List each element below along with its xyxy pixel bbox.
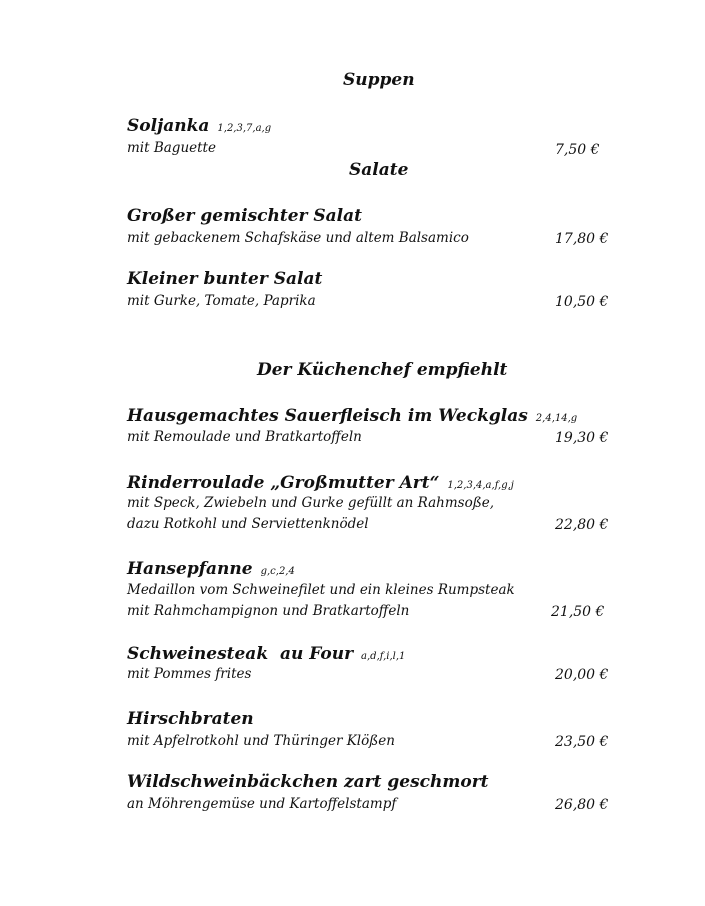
dish-price: 10,50 € <box>555 294 609 310</box>
dish-name-text: Soljanka <box>127 116 210 136</box>
dish-name-sauerfleisch <box>127 408 577 425</box>
dish-price: 7,50 € <box>555 142 600 158</box>
dish-description: mit Speck, Zwiebeln und Gurke gefüllt an Rahmsoße, <box>127 495 495 511</box>
dish-name-text: Rinderroulade „Großmutter Art“ <box>127 473 440 493</box>
dish-name-grosser-salat: Großer gemischter Salat <box>127 206 363 226</box>
dish-description: mit Remoulade und Bratkartoffeln <box>127 429 362 445</box>
section-title-salate: Salate <box>349 160 409 180</box>
dish-price: 21,50 € <box>551 604 605 620</box>
dish-description: mit Gurke, Tomate, Paprika <box>127 293 316 309</box>
dish-price: 17,80 € <box>555 231 609 247</box>
dish-description: mit gebackenem Schafskäse und altem Balsamico <box>127 230 469 246</box>
allergen-codes: g,c,2,4 <box>260 566 295 577</box>
dish-name-text: Schweinesteak au Four <box>127 644 354 664</box>
dish-price: 26,80 € <box>555 797 609 813</box>
dish-price: 20,00 € <box>555 667 609 683</box>
dish-name-wildschweinbaeckchen: Wildschweinbäckchen zart geschmort <box>127 772 489 792</box>
dish-description-line-2: dazu Rotkohl und Serviettenknödel <box>127 516 369 532</box>
dish-name-text: Hausgemachtes Sauerfleisch im Weckglas <box>127 406 528 426</box>
dish-description: Medaillon vom Schweinefilet und ein kleines Rumpsteak <box>127 582 515 598</box>
dish-description: mit Apfelrotkohl und Thüringer Klößen <box>127 733 395 749</box>
dish-name-kleiner-salat: Kleiner bunter Salat <box>127 269 323 289</box>
section-title-suppen: Suppen <box>343 70 415 90</box>
dish-name-hansepfanne <box>127 561 295 578</box>
dish-name-schweinesteak <box>127 646 405 663</box>
dish-name-text: Hansepfanne <box>127 559 253 579</box>
allergen-codes: 1,2,3,4,a,f,g,j <box>447 480 514 491</box>
dish-price: 22,80 € <box>555 517 609 533</box>
dish-description: mit Baguette <box>127 140 216 156</box>
dish-description-line-2: mit Rahmchampignon und Bratkartoffeln <box>127 603 410 619</box>
dish-description: mit Pommes frites <box>127 666 252 682</box>
dish-description: an Möhrengemüse und Kartoffelstampf <box>127 796 397 812</box>
dish-name-hirschbraten: Hirschbraten <box>127 709 254 729</box>
allergen-codes: 1,2,3,7,a,g <box>217 123 272 134</box>
dish-name-rinderroulade <box>127 475 514 492</box>
dish-price: 19,30 € <box>555 430 609 446</box>
dish-name-soljanka <box>127 118 271 135</box>
section-title-chef-recommends: Der Küchenchef empfiehlt <box>257 360 508 380</box>
allergen-codes: a,d,f,i,l,1 <box>361 651 406 662</box>
allergen-codes: 2,4,14,g <box>535 413 578 424</box>
dish-price: 23,50 € <box>555 734 609 750</box>
